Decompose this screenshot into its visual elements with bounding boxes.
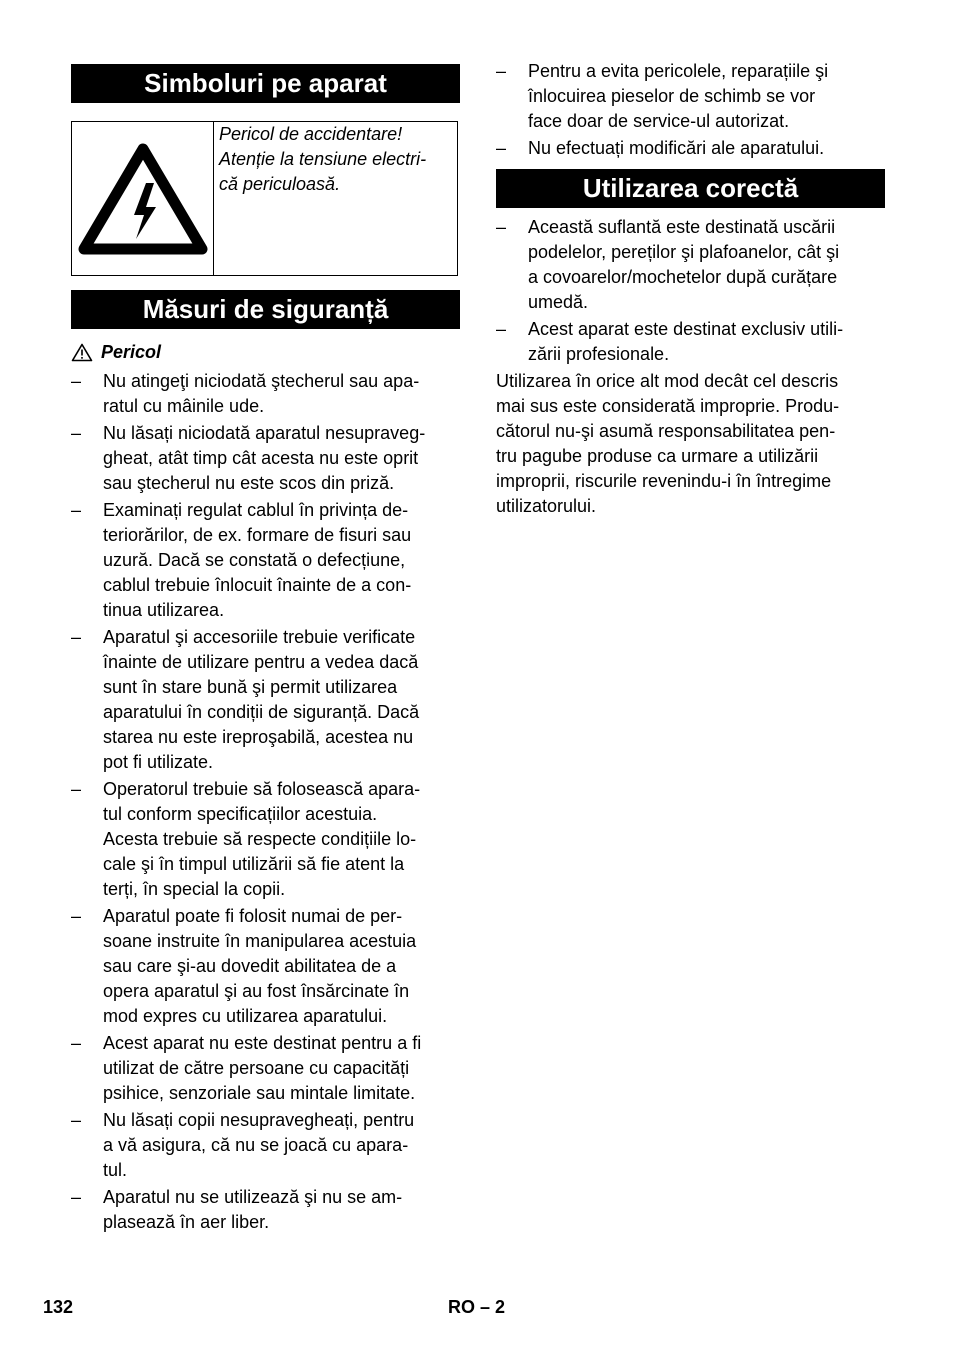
list-item	[71, 904, 460, 1029]
list-item-line: Acest aparat este destinat exclusiv utili-	[528, 319, 844, 339]
paragraph-line: improprii, riscurile revenindu-i în întregime	[496, 471, 832, 491]
symbol-text-line: că periculoasă.	[219, 174, 341, 194]
dash-bullet: –	[71, 906, 82, 926]
danger-label	[71, 340, 161, 365]
list-item-line: teriorărilor, de ex. formare de fisuri sau	[103, 525, 412, 545]
symbol-icon-cell	[72, 122, 214, 275]
list-item-line: înlocuirea pieselor de schimb se vor	[528, 86, 816, 106]
list-item	[71, 777, 460, 902]
list-item-line: podelelor, pereților şi plafoanelor, cât şi	[528, 242, 840, 262]
dash-bullet: –	[496, 217, 507, 237]
list-item-line: Operatorul trebuie să folosească apara-	[103, 779, 421, 799]
usage-heading: Utilizarea corectă	[496, 169, 885, 208]
list-item-line: Acest aparat nu este destinat pentru a fi	[103, 1033, 422, 1053]
list-item-line: a vă asigura, că nu se joacă cu apara-	[103, 1135, 409, 1155]
list-item	[71, 369, 460, 419]
list-item	[496, 317, 885, 367]
list-item-line: Aparatul poate fi folosit numai de per-	[103, 906, 403, 926]
list-item	[496, 136, 885, 161]
list-item-line: Nu atingeţi niciodată ştecherul sau apa-	[103, 371, 420, 391]
high-voltage-warning-icon	[78, 143, 208, 255]
list-item-line: Acesta trebuie să respecte condițiile lo-	[103, 829, 417, 849]
dash-bullet: –	[71, 1110, 82, 1130]
paragraph-line: mai sus este considerată improprie. Produ-	[496, 396, 840, 416]
safety-list	[71, 369, 460, 1237]
list-item-line: ratul cu mâinile ude.	[103, 396, 265, 416]
symbol-text-line: Pericol de accidentare!	[219, 124, 403, 144]
list-item-line: mod expres cu utilizarea aparatului.	[103, 1006, 388, 1026]
list-item-line: soane instruite în manipularea acestuia	[103, 931, 417, 951]
list-item-line: plasează în aer liber.	[103, 1212, 270, 1232]
list-item-line: aparatului în condiții de siguranță. Dacă	[103, 702, 420, 722]
list-item-line: umedă.	[528, 292, 589, 312]
list-item-line: înainte de utilizare pentru a vedea dacă	[103, 652, 419, 672]
safety-list-continued	[496, 59, 885, 163]
dash-bullet: –	[71, 1033, 82, 1053]
paragraph-line: utilizatorului.	[496, 496, 597, 516]
list-item-line: Aparatul nu se utilizează şi nu se am-	[103, 1187, 403, 1207]
danger-label-text: Pericol	[101, 342, 162, 362]
list-item-line: tul conform specificațiilor acestuia.	[103, 804, 378, 824]
list-item-line: psihice, senzoriale sau mintale limitate.	[103, 1083, 416, 1103]
list-item-line: Nu lăsați copii nesupravegheați, pentru	[103, 1110, 415, 1130]
list-item-line: gheat, atât timp cât acesta nu este oprit	[103, 448, 419, 468]
dash-bullet: –	[496, 61, 507, 81]
usage-list	[496, 215, 885, 369]
list-item-line: terți, în special la copii.	[103, 879, 286, 899]
symbol-description	[214, 122, 457, 275]
list-item-line: cale şi în timpul utilizării să fie atent la	[103, 854, 405, 874]
list-item-line: pot fi utilizate.	[103, 752, 214, 772]
symbols-table	[71, 121, 458, 276]
list-item-line: face doar de service-ul autorizat.	[528, 111, 790, 131]
list-item	[71, 1108, 460, 1183]
list-item	[71, 1031, 460, 1106]
symbols-heading: Simboluri pe aparat	[71, 64, 460, 103]
language-page-label: RO – 2	[448, 1297, 506, 1317]
list-item-line: starea nu este ireproşabilă, acestea nu	[103, 727, 414, 747]
list-item-line: Aparatul şi accesoriile trebuie verificate	[103, 627, 416, 647]
list-item-line: sunt în stare bună şi permit utilizarea	[103, 677, 398, 697]
list-item-line: cablul trebuie înlocuit înainte de a con-	[103, 575, 412, 595]
dash-bullet: –	[71, 500, 82, 520]
list-item	[71, 625, 460, 775]
safety-heading: Măsuri de siguranță	[71, 290, 460, 329]
list-item-line: utilizat de către persoane cu capacități	[103, 1058, 410, 1078]
list-item-line: opera aparatul şi au fost însărcinate în	[103, 981, 410, 1001]
list-item	[71, 1185, 460, 1235]
paragraph-line: tru pagube produse ca urmare a utilizării	[496, 446, 819, 466]
dash-bullet: –	[496, 319, 507, 339]
dash-bullet: –	[71, 371, 82, 391]
symbol-text-line: Atenție la tensiune electri-	[219, 149, 427, 169]
list-item	[496, 215, 885, 315]
list-item-line: sau ştecherul nu este scos din priză.	[103, 473, 395, 493]
dash-bullet: –	[496, 138, 507, 158]
warning-triangle-icon	[71, 343, 93, 362]
list-item	[71, 421, 460, 496]
list-item-line: sau care şi-au dovedit abilitatea de a	[103, 956, 397, 976]
list-item-line: Pentru a evita pericolele, reparațiile şi	[528, 61, 829, 81]
dash-bullet: –	[71, 779, 82, 799]
list-item-line: Această suflantă este destinată uscării	[528, 217, 836, 237]
page-number: 132	[43, 1297, 74, 1317]
list-item-line: uzură. Dacă se constată o defecțiune,	[103, 550, 406, 570]
list-item-line: tul.	[103, 1160, 128, 1180]
list-item-line: Nu efectuați modificări ale aparatului.	[528, 138, 825, 158]
list-item-line: Examinați regulat cablul în privința de-	[103, 500, 409, 520]
paragraph-line: Utilizarea în orice alt mod decât cel descris	[496, 371, 839, 391]
list-item	[496, 59, 885, 134]
usage-paragraph	[496, 369, 885, 519]
paragraph-line: cătorul nu-şi asumă responsabilitatea pen-	[496, 421, 836, 441]
list-item	[71, 498, 460, 623]
list-item-line: a covoarelor/mochetelor după curățare	[528, 267, 838, 287]
dash-bullet: –	[71, 1187, 82, 1207]
list-item-line: Nu lăsați niciodată aparatul nesupraveg-	[103, 423, 426, 443]
dash-bullet: –	[71, 627, 82, 647]
list-item-line: zării profesionale.	[528, 344, 670, 364]
list-item-line: tinua utilizarea.	[103, 600, 225, 620]
dash-bullet: –	[71, 423, 82, 443]
